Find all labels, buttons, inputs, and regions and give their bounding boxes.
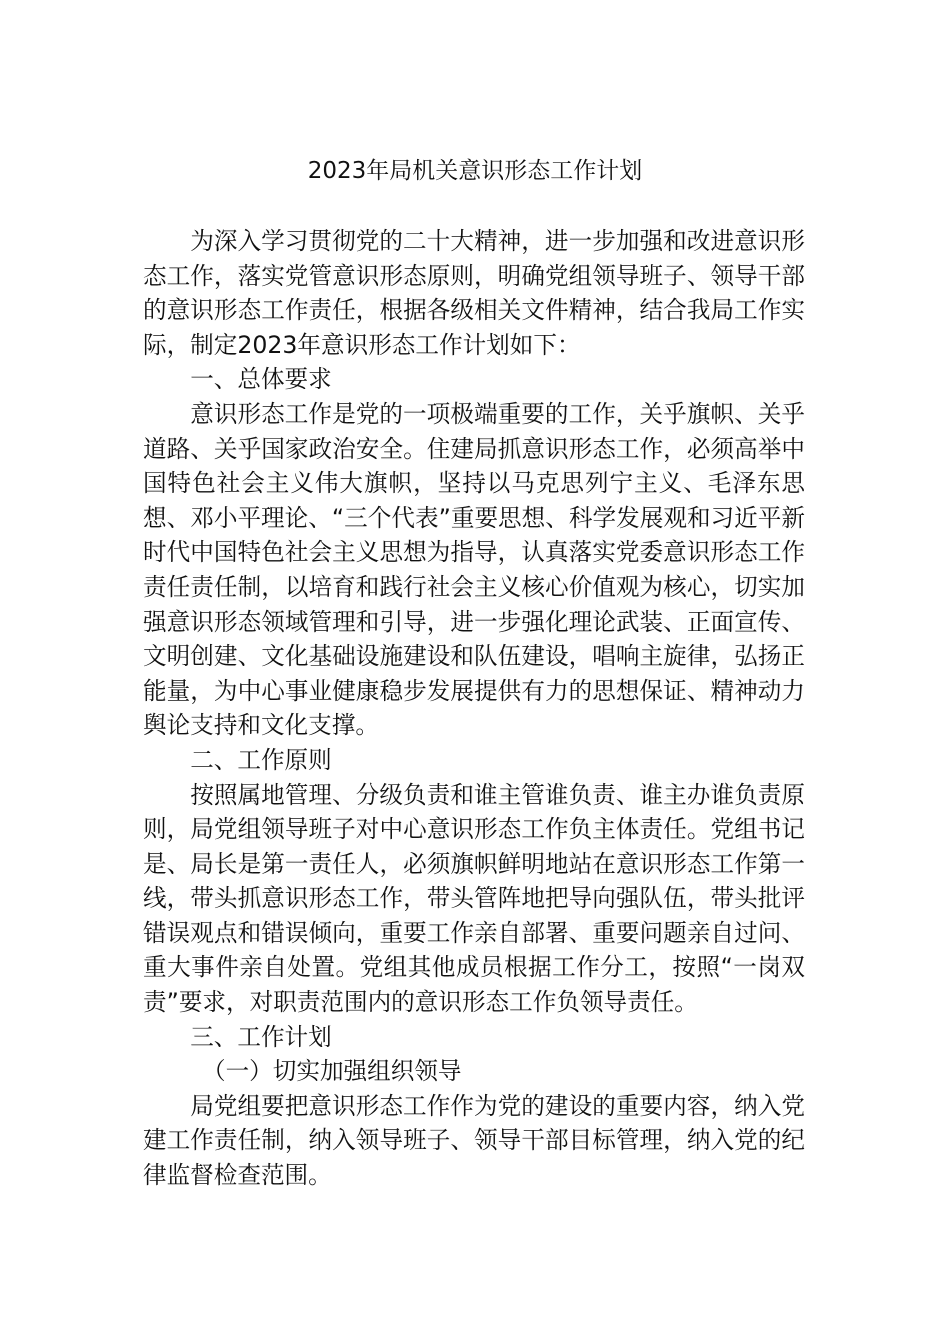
section-heading-work-plan: 三、工作计划 [190,1022,332,1051]
general-requirements-paragraph: 意识形态工作是党的一项极端重要的工作，关乎旗帜、关乎道路、关乎国家政治安全。住建局抓意识形态工作，必须高举中国特色社会主义伟大旗帜，坚持以马克思列宁主义、毛泽东思想、邓小平理论、“三个代表”重要思想、科学发展观和习近平新时代中国特色社会主义思想为指导，认真落实党委意识形态工作责任责任制，以培育和践行社会主义核心价值观为核心，切实加强意识形态领域管理和引导，进一步强化理论武装、正面宣传、文明创建、文化基础设施建设和队伍建设，唱响主旋律，弘扬正能量，为中心事业健康稳步发展提供有力的思想保证、精神动力舆论支持和文化支撑。 [143,399,805,740]
document-title: 2023年局机关意识形态工作计划 [307,158,643,184]
section-heading-work-principles: 二、工作原则 [190,745,332,774]
section-heading-general-requirements: 一、总体要求 [190,365,332,394]
organization-leadership-paragraph: 局党组要把意识形态工作作为党的建设的重要内容，纳入党建工作责任制，纳入领导班子、领导干部目标管理，纳入党的纪律监督检查范围。 [143,1091,805,1190]
intro-paragraph: 为深入学习贯彻党的二十大精神，进一步加强和改进意识形态工作，落实党管意识形态原则，明确党组领导班子、领导干部的意识形态工作责任，根据各级相关文件精神，结合我局工作实际，制定2023年意识形态工作计划如下： [143,227,805,359]
document-body [143,224,805,1193]
work-principles-paragraph: 按照属地管理、分级负责和谁主管谁负责、谁主办谁负责原则，局党组领导班子对中心意识形态工作负主体责任。党组书记是、局长是第一责任人，必须旗帜鲜明地站在意识形态工作第一线，带头抓意识形态工作，带头管阵地把导向强队伍，带头批评错误观点和错误倾向，重要工作亲自部署、重要问题亲自过问、重大事件亲自处置。党组其他成员根据工作分工，按照“一岗双责”要求，对职责范围内的意识形态工作负领导责任。 [143,780,805,1017]
subsection-heading-organization-leadership: （一）切实加强组织领导 [202,1057,462,1086]
